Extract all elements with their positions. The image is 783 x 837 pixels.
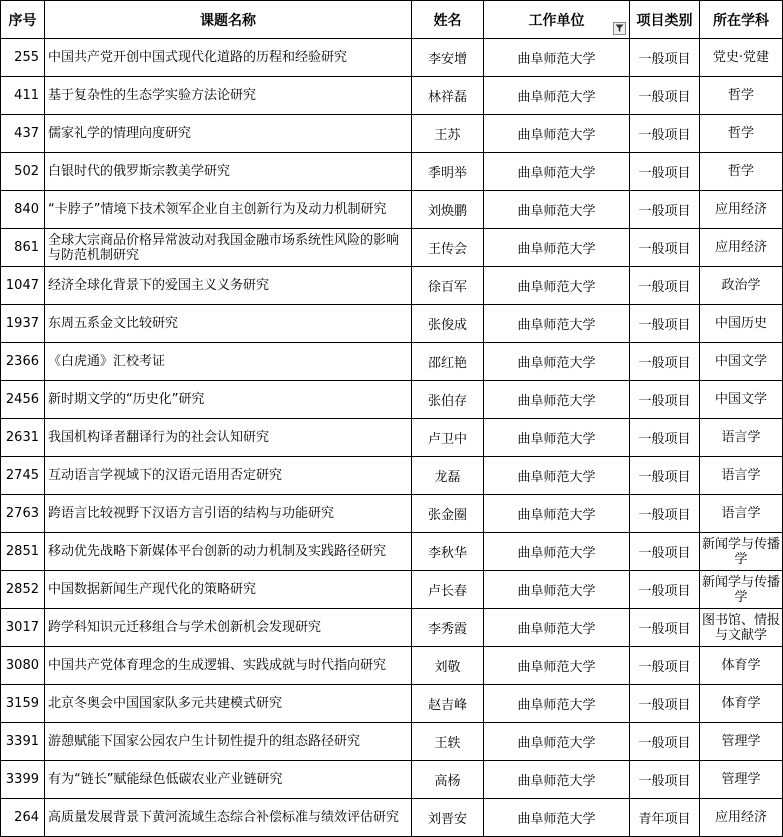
header-row	[1, 1, 783, 39]
header-unit	[484, 1, 630, 39]
cell-category: 一般项目	[630, 343, 700, 381]
cell-category: 一般项目	[630, 609, 700, 647]
cell-subject: 新闻学与传播学	[700, 571, 783, 609]
header-name: 姓名	[412, 1, 484, 39]
cell-title: 移动优先战略下新媒体平台创新的动力机制及实践路径研究	[45, 533, 412, 571]
cell-seq: 2631	[1, 419, 45, 457]
cell-title: 北京冬奥会中国国家队多元共建模式研究	[45, 685, 412, 723]
cell-unit: 曲阜师范大学	[484, 419, 630, 457]
table-row	[1, 343, 783, 381]
cell-unit: 曲阜师范大学	[484, 761, 630, 799]
table-row	[1, 305, 783, 343]
cell-seq: 264	[1, 799, 45, 837]
header-seq: 序号	[1, 1, 45, 39]
cell-seq: 861	[1, 229, 45, 267]
cell-name: 张俊成	[412, 305, 484, 343]
cell-subject: 中国文学	[700, 343, 783, 381]
cell-title: 经济全球化背景下的爱国主义义务研究	[45, 267, 412, 305]
table-row	[1, 533, 783, 571]
cell-name: 卢长春	[412, 571, 484, 609]
cell-seq: 3080	[1, 647, 45, 685]
cell-category: 一般项目	[630, 533, 700, 571]
cell-seq: 1937	[1, 305, 45, 343]
cell-title: 全球大宗商品价格异常波动对我国金融市场系统性风险的影响与防范机制研究	[45, 229, 412, 267]
cell-subject: 管理学	[700, 723, 783, 761]
cell-title: 跨语言比较视野下汉语方言引语的结构与功能研究	[45, 495, 412, 533]
cell-subject: 体育学	[700, 685, 783, 723]
cell-name: 龙磊	[412, 457, 484, 495]
cell-name: 刘焕鹏	[412, 191, 484, 229]
cell-subject: 哲学	[700, 115, 783, 153]
cell-category: 一般项目	[630, 761, 700, 799]
table-row	[1, 381, 783, 419]
cell-subject: 管理学	[700, 761, 783, 799]
table-row	[1, 267, 783, 305]
cell-category: 一般项目	[630, 419, 700, 457]
cell-unit: 曲阜师范大学	[484, 609, 630, 647]
cell-title: 有为“链长”赋能绿色低碳农业产业链研究	[45, 761, 412, 799]
cell-unit: 曲阜师范大学	[484, 457, 630, 495]
cell-title: 游憩赋能下国家公园农户生计韧性提升的组态路径研究	[45, 723, 412, 761]
cell-unit: 曲阜师范大学	[484, 495, 630, 533]
cell-unit: 曲阜师范大学	[484, 343, 630, 381]
cell-subject: 新闻学与传播学	[700, 533, 783, 571]
cell-subject: 哲学	[700, 77, 783, 115]
table-row	[1, 495, 783, 533]
table-row	[1, 229, 783, 267]
cell-unit: 曲阜师范大学	[484, 685, 630, 723]
cell-unit: 曲阜师范大学	[484, 571, 630, 609]
cell-seq: 2851	[1, 533, 45, 571]
cell-name: 李秋华	[412, 533, 484, 571]
cell-unit: 曲阜师范大学	[484, 153, 630, 191]
cell-name: 邵红艳	[412, 343, 484, 381]
cell-seq: 2763	[1, 495, 45, 533]
cell-title: 互动语言学视域下的汉语元语用否定研究	[45, 457, 412, 495]
cell-unit: 曲阜师范大学	[484, 229, 630, 267]
cell-subject: 应用经济	[700, 799, 783, 837]
cell-category: 一般项目	[630, 191, 700, 229]
cell-name: 王苏	[412, 115, 484, 153]
cell-subject: 语言学	[700, 419, 783, 457]
cell-subject: 政治学	[700, 267, 783, 305]
table-row	[1, 457, 783, 495]
cell-category: 一般项目	[630, 571, 700, 609]
cell-name: 高杨	[412, 761, 484, 799]
cell-category: 一般项目	[630, 153, 700, 191]
cell-title: 东周五系金文比较研究	[45, 305, 412, 343]
header-subject: 所在学科	[700, 1, 783, 39]
cell-unit: 曲阜师范大学	[484, 799, 630, 837]
cell-title: 跨学科知识元迁移组合与学术创新机会发现研究	[45, 609, 412, 647]
cell-name: 王轶	[412, 723, 484, 761]
cell-unit: 曲阜师范大学	[484, 647, 630, 685]
cell-title: 基于复杂性的生态学实验方法论研究	[45, 77, 412, 115]
cell-unit: 曲阜师范大学	[484, 267, 630, 305]
cell-seq: 411	[1, 77, 45, 115]
cell-subject: 中国历史	[700, 305, 783, 343]
cell-name: 张金圈	[412, 495, 484, 533]
cell-seq: 2456	[1, 381, 45, 419]
cell-seq: 3017	[1, 609, 45, 647]
cell-subject: 体育学	[700, 647, 783, 685]
cell-subject: 语言学	[700, 495, 783, 533]
cell-unit: 曲阜师范大学	[484, 533, 630, 571]
table-row	[1, 571, 783, 609]
cell-unit: 曲阜师范大学	[484, 115, 630, 153]
cell-name: 刘敬	[412, 647, 484, 685]
table-row	[1, 685, 783, 723]
cell-unit: 曲阜师范大学	[484, 191, 630, 229]
cell-name: 刘晋安	[412, 799, 484, 837]
table-row	[1, 609, 783, 647]
cell-category: 一般项目	[630, 685, 700, 723]
cell-title: 新时期文学的“历史化”研究	[45, 381, 412, 419]
cell-title: 高质量发展背景下黄河流域生态综合补偿标准与绩效评估研究	[45, 799, 412, 837]
cell-title: 中国共产党体育理念的生成逻辑、实践成就与时代指向研究	[45, 647, 412, 685]
cell-unit: 曲阜师范大学	[484, 381, 630, 419]
cell-seq: 502	[1, 153, 45, 191]
cell-subject: 应用经济	[700, 191, 783, 229]
header-title: 课题名称	[45, 1, 412, 39]
cell-title: “卡脖子”情境下技术领军企业自主创新行为及动力机制研究	[45, 191, 412, 229]
table-row	[1, 77, 783, 115]
cell-subject: 应用经济	[700, 229, 783, 267]
filter-dropdown-button[interactable]	[613, 22, 626, 35]
table-row	[1, 647, 783, 685]
cell-category: 一般项目	[630, 495, 700, 533]
table-row	[1, 799, 783, 837]
cell-title: 儒家礼学的情理向度研究	[45, 115, 412, 153]
cell-seq: 1047	[1, 267, 45, 305]
cell-category: 青年项目	[630, 799, 700, 837]
table-row	[1, 761, 783, 799]
cell-category: 一般项目	[630, 267, 700, 305]
cell-category: 一般项目	[630, 77, 700, 115]
filter-funnel-icon	[615, 24, 624, 33]
cell-title: 中国共产党开创中国式现代化道路的历程和经验研究	[45, 39, 412, 77]
cell-name: 季明举	[412, 153, 484, 191]
cell-name: 张伯存	[412, 381, 484, 419]
cell-category: 一般项目	[630, 723, 700, 761]
cell-title: 中国数据新闻生产现代化的策略研究	[45, 571, 412, 609]
cell-name: 王传会	[412, 229, 484, 267]
cell-unit: 曲阜师范大学	[484, 723, 630, 761]
table-row	[1, 39, 783, 77]
table-row	[1, 115, 783, 153]
cell-seq: 3399	[1, 761, 45, 799]
cell-seq: 2852	[1, 571, 45, 609]
cell-seq: 255	[1, 39, 45, 77]
cell-subject: 哲学	[700, 153, 783, 191]
cell-seq: 3159	[1, 685, 45, 723]
cell-unit: 曲阜师范大学	[484, 39, 630, 77]
table-row	[1, 153, 783, 191]
table-row	[1, 191, 783, 229]
table-row	[1, 723, 783, 761]
table-row	[1, 419, 783, 457]
cell-category: 一般项目	[630, 115, 700, 153]
cell-seq: 3391	[1, 723, 45, 761]
cell-unit: 曲阜师范大学	[484, 77, 630, 115]
header-category: 项目类别	[630, 1, 700, 39]
cell-subject: 党史·党建	[700, 39, 783, 77]
cell-name: 卢卫中	[412, 419, 484, 457]
cell-seq: 840	[1, 191, 45, 229]
cell-name: 徐百军	[412, 267, 484, 305]
cell-name: 李秀霞	[412, 609, 484, 647]
cell-title: 《白虎通》汇校考证	[45, 343, 412, 381]
table-body	[1, 39, 783, 837]
cell-subject: 语言学	[700, 457, 783, 495]
cell-title: 白银时代的俄罗斯宗教美学研究	[45, 153, 412, 191]
cell-category: 一般项目	[630, 229, 700, 267]
cell-seq: 2366	[1, 343, 45, 381]
cell-category: 一般项目	[630, 39, 700, 77]
header-unit-label: 工作单位	[528, 12, 585, 29]
cell-seq: 437	[1, 115, 45, 153]
cell-subject: 图书馆、情报与文献学	[700, 609, 783, 647]
cell-name: 赵吉峰	[412, 685, 484, 723]
cell-name: 李安增	[412, 39, 484, 77]
cell-seq: 2745	[1, 457, 45, 495]
cell-category: 一般项目	[630, 305, 700, 343]
cell-category: 一般项目	[630, 381, 700, 419]
cell-category: 一般项目	[630, 647, 700, 685]
cell-title: 我国机构译者翻译行为的社会认知研究	[45, 419, 412, 457]
cell-name: 林祥磊	[412, 77, 484, 115]
cell-category: 一般项目	[630, 457, 700, 495]
cell-subject: 中国文学	[700, 381, 783, 419]
cell-unit: 曲阜师范大学	[484, 305, 630, 343]
